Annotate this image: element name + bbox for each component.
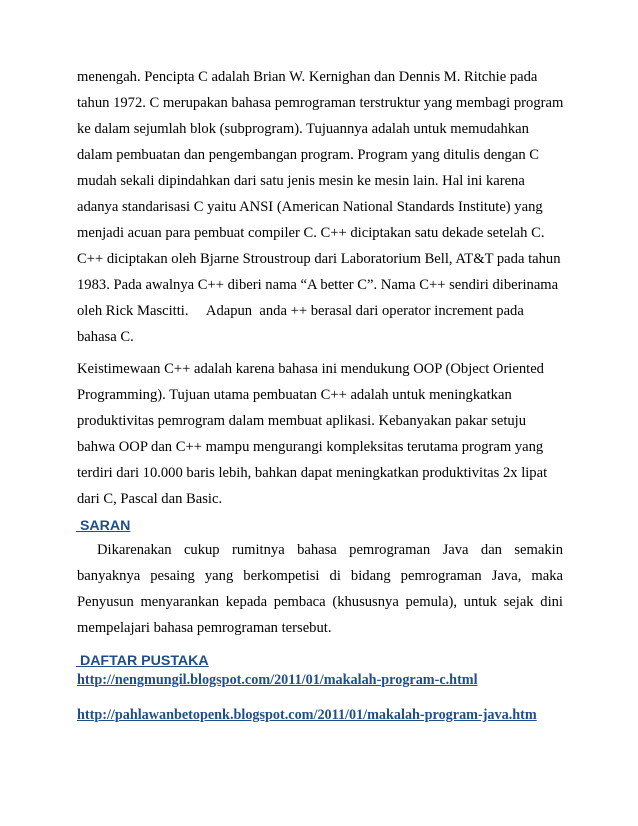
text-line: Keistimewaan C++ adalah karena bahasa ini mendukung OOP (Object Oriented — [77, 361, 544, 377]
text-line: dari C, Pascal dan Basic. — [77, 491, 223, 507]
paragraph-cpp-features — [77, 356, 563, 512]
text-line: menengah. Pencipta C adalah Brian W. Kernighan dan Dennis M. Ritchie pada — [77, 69, 538, 85]
text-line: oleh Rick Mascitti. Adapun anda ++ berasal dari operator increment pada — [77, 303, 524, 319]
text-line: bahasa C. — [77, 329, 134, 345]
text-line: 1983. Pada awalnya C++ diberi nama “A better C”. Nama C++ sendiri diberinama — [77, 277, 559, 293]
saran-heading: SARAN — [76, 518, 131, 534]
text-line: produktivitas pemrogram dalam membuat aplikasi. Kebanyakan pakar setuju — [77, 413, 527, 429]
reference-link[interactable]: http://pahlawanbetopenk.blogspot.com/2011/01/makalah-program-java.htm — [77, 707, 537, 723]
text-line: dalam pembuatan dan pengembangan program. Program yang ditulis dengan C — [77, 147, 540, 163]
text-line: menjadi acuan para pembuat compiler C. C++ diciptakan satu dekade setelah C. — [77, 225, 545, 241]
text-line: mempelajari bahasa pemrograman tersebut. — [77, 620, 332, 636]
text-line: C++ diciptakan oleh Bjarne Stroustroup dari Laboratorium Bell, AT&T pada tahun — [77, 251, 561, 267]
text-line: adanya standarisasi C yaitu ANSI (American National Standards Institute) yang — [77, 199, 543, 215]
text-line: mudah sekali dipindahkan dari satu jenis mesin ke mesin lain. Hal ini karena — [77, 173, 525, 189]
text-line: Programming). Tujuan utama pembuatan C++ adalah untuk meningkatkan — [77, 387, 512, 403]
saran-paragraph — [77, 537, 563, 641]
text-line: Penyusun menyarankan kepada pembaca (khususnya pemula), untuk sejak dini — [77, 594, 563, 610]
text-line: Dikarenakan cukup rumitnya bahasa pemrograman Java dan semakin — [97, 542, 563, 558]
text-line: banyaknya pesaing yang berkompetisi di bidang pemrograman Java, maka — [77, 568, 563, 584]
daftar-pustaka-heading: DAFTAR PUSTAKA — [76, 653, 209, 669]
reference-link[interactable]: http://nengmungil.blogspot.com/2011/01/makalah-program-c.html — [77, 672, 478, 688]
text-line: bahwa OOP dan C++ mampu mengurangi kompleksitas terutama program yang — [77, 439, 544, 455]
text-line: ke dalam sejumlah blok (subprogram). Tujuannya adalah untuk memudahkan — [77, 121, 529, 137]
text-line: tahun 1972. C merupakan bahasa pemrograman terstruktur yang membagi program — [77, 95, 564, 111]
paragraph-c-history — [77, 64, 563, 350]
text-line: terdiri dari 10.000 baris lebih, bahkan dapat meningkatkan produktivitas 2x lipat — [77, 465, 548, 481]
